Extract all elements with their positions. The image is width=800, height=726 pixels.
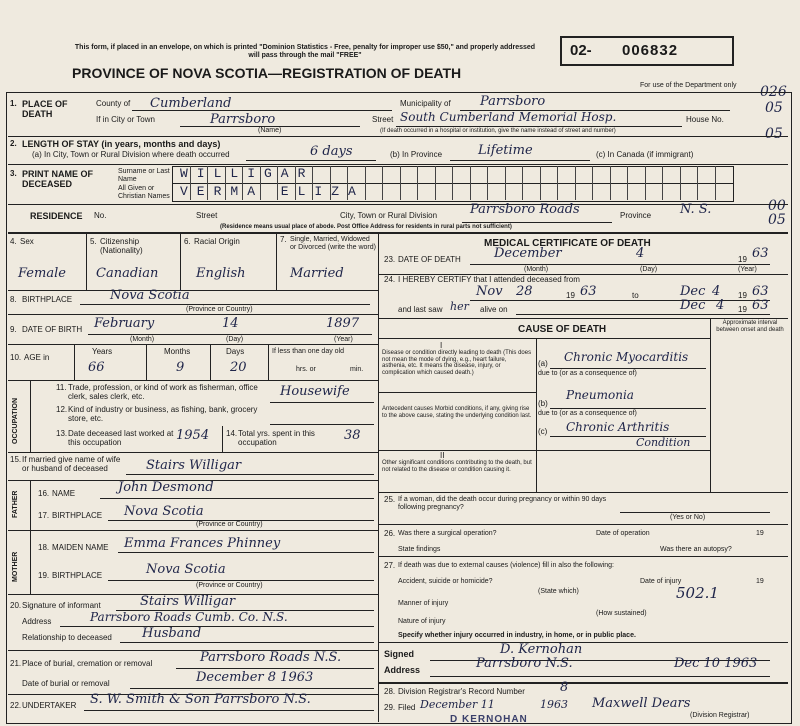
trade-line [270, 402, 374, 403]
street-line [396, 126, 682, 127]
name-grid-divider [400, 166, 401, 200]
given-names-value: VERMA ELIZA [180, 184, 365, 199]
place-of-death-label: PLACE OF DEATH [22, 99, 68, 119]
less-than-day-label: If less than one day old [272, 348, 344, 355]
other-top-line [378, 450, 710, 451]
cause-c-label: (c) [538, 427, 548, 436]
mother-side-label: MOTHER [12, 551, 19, 582]
from-year-prefix: 19 [566, 291, 575, 300]
item-number-20: 20. [10, 601, 22, 610]
state-findings-label: State findings [398, 546, 441, 553]
burial-date-line [130, 688, 374, 689]
item-number-5: 5. [90, 237, 97, 246]
residence-city-value: Parrsboro Roads [470, 202, 580, 217]
mother-side-line [30, 530, 31, 594]
total-years-value: 38 [344, 428, 361, 443]
burial-place-label: Place of burial, cremation or removal [22, 659, 153, 668]
mother-birthplace-value: Nova Scotia [146, 562, 226, 577]
saw-day-value: 4 [716, 298, 725, 313]
to-label: to [632, 291, 639, 300]
divider-r2 [378, 318, 788, 319]
date-of-birth-label: DATE OF BIRTH [22, 325, 83, 334]
dob-month-value: February [94, 316, 155, 331]
trade-label: Trade, profession, or kind of work as fisherman, office clerk, sales clerk, etc. [68, 383, 258, 401]
days-label: Days [226, 347, 245, 356]
item-number-14: 14. [226, 429, 238, 438]
item-number-7: 7. [280, 235, 287, 244]
to-month-value: Dec [680, 284, 706, 299]
item-number-1: 1. [10, 99, 17, 108]
name-grid-divider [470, 166, 471, 200]
code-5: 05 [768, 212, 786, 228]
industry-label: Kind of industry or business, as fishing, bank, grocery store, etc. [68, 405, 258, 423]
stay-a-line [246, 160, 376, 161]
registrar-label: (Division Registrar) [690, 712, 750, 719]
nature-label: Nature of injury [398, 618, 446, 625]
city-town-label: If in City or Town [96, 115, 155, 124]
item-number-24: 24. [384, 275, 396, 284]
residence-province-value: N. S. [680, 202, 712, 217]
marital-value: Married [290, 266, 344, 281]
cause-a-label: (a) [538, 359, 548, 368]
antecedent-label: Antecedent causes Morbid conditions, if any, giving rise to the above cause, stating the underlying condition last. [382, 406, 532, 419]
divider-1 [8, 136, 788, 137]
to-year-prefix: 19 [738, 291, 747, 300]
citizenship-label: Citizenship (Nationality) [100, 237, 143, 255]
divider-l5 [8, 452, 378, 453]
city-value: Parrsboro [210, 112, 276, 127]
item-number-8: 8. [10, 295, 17, 304]
hospital-note: (If death occurred in a hospital or institution, give the name instead of street and number) [380, 128, 616, 134]
name-grid-divider [592, 166, 593, 200]
autopsy-label: Was there an autopsy? [660, 546, 732, 553]
dob-month-note: (Month) [130, 336, 155, 343]
father-name-label: NAME [52, 489, 76, 498]
relationship-label: Relationship to deceased [22, 633, 112, 642]
certify-label: I HEREBY CERTIFY that I attended deceased from [398, 275, 580, 284]
cause-a-value: Chronic Myocarditis [564, 350, 689, 364]
from-year-value: 63 [580, 284, 597, 299]
surname-value: WILLIGAR [180, 166, 315, 181]
item-number-10: 10. [10, 353, 22, 362]
father-side-line [30, 480, 31, 530]
name-grid-divider [575, 166, 576, 200]
cause-a-line [550, 368, 706, 369]
date-of-death-label: DATE OF DEATH [398, 255, 461, 264]
item-number-15: 15. [10, 455, 22, 464]
item-number-28: 28. [384, 687, 396, 696]
name-grid-divider [557, 166, 558, 200]
years-label: Years [92, 347, 113, 356]
mail-notice: This form, if placed in an envelope, on which is printed "Dominion Statistics - Free, penalty for improper use $50," and properly addressed will pass through the mail "FREE" [74, 44, 536, 59]
dod-line [470, 264, 770, 265]
divider-l2 [8, 314, 378, 315]
cause-b-line [550, 408, 706, 409]
residence-note: (Residence means usual place of abode. Post Office Address for residents in rural parts not sufficient) [220, 224, 512, 230]
pregnancy-question: If a woman, did the death occur during pregnancy or within 90 days following pregnancy? [398, 496, 607, 511]
item-number-25: 25. [384, 495, 396, 504]
signature-date-value: Dec 10 1963 [674, 656, 758, 671]
mother-birthplace-note: (Province or Country) [196, 582, 263, 589]
relationship-line [120, 642, 374, 643]
age-col-4 [268, 344, 269, 380]
name-grid-divider [697, 166, 698, 200]
due-to-2: due to (or as a consequence of) [538, 410, 637, 417]
department-use-label: For use of the Department only [640, 82, 737, 89]
col-6-7 [276, 234, 277, 290]
signature-address-label: Address [384, 665, 421, 675]
name-grid-divider [522, 166, 523, 200]
divider-r3 [378, 492, 788, 493]
name-grid-divider [540, 166, 541, 200]
item-number-16: 16. [38, 489, 50, 498]
occ-col [222, 426, 223, 452]
registration-number-box [560, 36, 734, 66]
birthplace-note: (Province or Country) [186, 306, 253, 313]
informant-address-value: Parrsboro Roads Cumb. Co. N.S. [90, 610, 288, 624]
signature-address-value: Parrsboro N.S. [476, 656, 573, 671]
burial-place-line [176, 668, 374, 669]
residence-no-label: No. [94, 211, 107, 220]
residence-city-line [462, 222, 612, 223]
dod-year-note: (Year) [738, 266, 757, 273]
divider-l3 [8, 344, 378, 345]
cause-c-value2: Condition [636, 436, 691, 449]
days-value: 20 [230, 360, 247, 375]
item-number-22: 22. [10, 701, 22, 710]
other-conditions-label: Other significant conditions contributing to the death, but not related to the disease or condition causing it. [382, 460, 532, 473]
external-causes-label: If death was due to external causes (violence) fill in also the following: [398, 562, 614, 569]
op-year-prefix: 19 [756, 530, 764, 537]
undertaker-label: UNDERTAKER [22, 701, 77, 710]
registration-number: 006832 [622, 42, 679, 59]
divider-r4 [378, 524, 788, 525]
marital-label: Single, Married, Widowed or Divorced (write the word) [290, 236, 376, 251]
name-grid-divider [435, 166, 436, 200]
county-label: County of [96, 99, 131, 108]
age-col-3 [210, 344, 211, 380]
name-grid-divider [417, 166, 418, 200]
item-number-17: 17. [38, 511, 50, 520]
item-number-9: 9. [10, 325, 17, 334]
age-col-1 [74, 344, 75, 380]
divider-l7 [8, 530, 378, 531]
relationship-value: Husband [142, 626, 202, 641]
filed-value: December 11 [420, 698, 495, 711]
name-grid-divider [452, 166, 453, 200]
stay-c-label: (c) In Canada (if immigrant) [596, 150, 694, 159]
residence-label: RESIDENCE [30, 211, 83, 221]
informant-address-line [60, 626, 374, 627]
item-number-18: 18. [38, 543, 50, 552]
divider-3 [8, 204, 788, 205]
name-grid-divider [662, 166, 663, 200]
stay-b-label: (b) In Province [390, 150, 443, 159]
father-birthplace-value: Nova Scotia [124, 504, 204, 519]
min-label: min. [350, 366, 364, 373]
father-birthplace-note: (Province or Country) [196, 521, 263, 528]
roman-two: II [440, 451, 445, 460]
divider-l1 [8, 290, 378, 291]
mother-birthplace-label: BIRTHPLACE [52, 571, 103, 580]
item-number-2: 2. [10, 139, 17, 148]
father-side-label: FATHER [12, 490, 19, 518]
occupation-side-line [30, 380, 31, 452]
how-sustained-note: (How sustained) [596, 610, 647, 617]
stay-b-value: Lifetime [478, 143, 533, 158]
certify-line [470, 300, 770, 301]
accident-label: Accident, suicide or homicide? [398, 578, 493, 585]
date-of-injury-label: Date of injury [640, 578, 682, 585]
print-name-label: PRINT NAME OF DECEASED [22, 169, 93, 189]
last-worked-value: 1954 [176, 428, 210, 443]
antecedent-top-line [378, 392, 536, 393]
registrar-value: Maxwell Dears [592, 696, 691, 711]
code-4: 00 [768, 198, 786, 214]
divider-l4 [8, 380, 378, 381]
saw-year-prefix: 19 [738, 305, 747, 314]
racial-origin-label: Racial Origin [194, 237, 240, 246]
stay-a-label: (a) In City, Town or Rural Division where death occurred [32, 150, 230, 159]
informant-signature-value: Stairs Willigar [140, 594, 236, 609]
municipality-label: Municipality of [400, 99, 451, 108]
name-grid-divider [505, 166, 506, 200]
hrs-label: hrs. or [296, 366, 316, 373]
months-value: 9 [176, 360, 185, 375]
residence-street-label: Street [196, 211, 218, 220]
stay-b-line [450, 160, 590, 161]
house-no-label: House No. [686, 115, 724, 124]
item-number-3: 3. [10, 169, 17, 178]
birthplace-line [80, 304, 370, 305]
interval-label: Approximate interval between onset and death [716, 320, 784, 333]
cause-title-line [378, 338, 710, 339]
dod-day-note: (Day) [640, 266, 658, 273]
street-label: Street [372, 115, 394, 124]
burial-place-value: Parrsboro Roads N.S. [200, 650, 342, 665]
name-grid-divider [645, 166, 646, 200]
col-4-5 [86, 234, 87, 290]
name-grid-divider [382, 166, 383, 200]
disease-label: Disease or condition directly leading to death (This does not mean the mode of dying, e.g., heart failure, asthenia, etc. It means the disease, injury, or complication which caused death.) [382, 350, 532, 376]
item-number-11: 11. [56, 383, 67, 392]
given-names-label: All Given or Christian Names [118, 185, 170, 200]
informant-address-label: Address [22, 617, 52, 626]
undertaker-value: S. W. Smith & Son Parrsboro N.S. [90, 692, 311, 707]
interval-column-line [710, 318, 711, 492]
father-name-value: John Desmond [118, 480, 214, 495]
to-year-value: 63 [752, 284, 769, 299]
dod-year-value: 63 [752, 246, 769, 261]
divider-r7 [378, 682, 788, 684]
total-years-label: Total yrs. spent in this occupation [238, 429, 315, 447]
surgery-question: Was there a surgical operation? [398, 530, 497, 537]
from-day-value: 28 [516, 284, 533, 299]
trade-value: Housewife [280, 384, 350, 399]
mother-birthplace-line [108, 580, 374, 581]
manner-label: Manner of injury [398, 600, 449, 607]
occupation-side-label: OCCUPATION [12, 397, 19, 444]
saw-year-value: 63 [752, 298, 769, 313]
form-title: PROVINCE OF NOVA SCOTIA—REGISTRATION OF DEATH [72, 65, 462, 81]
name-grid-divider [715, 166, 716, 200]
signed-value: D. Kernohan [500, 642, 583, 657]
age-col-2 [146, 344, 147, 380]
pregnancy-line [620, 512, 770, 513]
divider-2 [8, 164, 788, 165]
dob-line [88, 334, 372, 335]
alive-line [516, 314, 770, 315]
medical-certificate-title: MEDICAL CERTIFICATE OF DEATH [484, 238, 651, 249]
years-value: 66 [88, 360, 105, 375]
code-value: 502.1 [676, 584, 719, 602]
yes-no-note: (Yes or No) [670, 514, 706, 521]
cause-inner-line [536, 338, 537, 492]
officer-stamp: D KERNOHAN [450, 714, 528, 725]
signature-address-line [430, 676, 770, 677]
residence-province-label: Province [620, 211, 652, 220]
dod-month-note: (Month) [524, 266, 549, 273]
sex-label: Sex [20, 237, 34, 246]
saw-month-value: Dec [680, 298, 706, 313]
item-number-13: 13. [56, 429, 68, 438]
from-month-value: Nov [476, 284, 503, 299]
col-5-6 [180, 234, 181, 290]
item-number-26: 26. [384, 529, 396, 538]
citizenship-value: Canadian [96, 266, 159, 281]
dob-year-value: 1897 [326, 316, 360, 331]
county-value: Cumberland [150, 96, 232, 111]
code-2: 05 [765, 100, 783, 116]
center-divider [378, 232, 379, 722]
divider-r5 [378, 556, 788, 557]
due-to-1: due to (or as a consequence of) [538, 370, 637, 377]
cause-b-label: (b) [538, 399, 548, 408]
industry-line [270, 424, 374, 425]
dob-day-value: 14 [222, 316, 239, 331]
street-value: South Cumberland Memorial Hosp. [400, 110, 617, 124]
injury-year-prefix: 19 [756, 578, 764, 585]
dod-month-value: December [494, 246, 562, 261]
item-number-12: 12. [56, 405, 68, 414]
alive-on-label: alive on [480, 305, 508, 314]
spouse-label: If married give name of wife or husband of deceased [22, 455, 121, 473]
item-number-4: 4. [10, 237, 17, 246]
item-number-21: 21. [10, 659, 22, 668]
dod-year-prefix: 19 [738, 255, 747, 264]
father-name-line [100, 498, 374, 499]
record-number-label: Division Registrar's Record Number [398, 687, 525, 696]
burial-date-value: December 8 1963 [196, 670, 314, 685]
spouse-value: Stairs Willigar [146, 458, 242, 473]
item-number-23: 23. [384, 255, 396, 264]
name-grid-divider [487, 166, 488, 200]
item-number-29: 29. [384, 703, 396, 712]
item-number-19: 19. [38, 571, 50, 580]
name-grid-divider [680, 166, 681, 200]
dod-day-value: 4 [636, 246, 645, 261]
roman-one: I [440, 341, 443, 350]
sex-value: Female [18, 266, 66, 281]
birthplace-label: BIRTHPLACE [22, 295, 73, 304]
father-birthplace-label: BIRTHPLACE [52, 511, 103, 520]
divider-4 [8, 232, 788, 234]
stay-a-value: 6 days [310, 144, 353, 159]
burial-date-label: Date of burial or removal [22, 679, 110, 688]
divider-r6 [378, 642, 788, 643]
to-day-value: 4 [712, 284, 721, 299]
record-number-value: 8 [560, 680, 569, 695]
residence-city-label: City, Town or Rural Division [340, 211, 438, 220]
spouse-line [126, 474, 374, 475]
filed-year-value: 1963 [540, 698, 568, 711]
months-label: Months [164, 347, 191, 356]
dob-day-note: (Day) [226, 336, 244, 343]
cause-b-value: Pneumonia [566, 388, 634, 402]
cause-of-death-title: CAUSE OF DEATH [518, 324, 607, 335]
last-saw-her: her [450, 300, 469, 313]
item-number-6: 6. [184, 237, 191, 246]
code-1: 026 [760, 84, 787, 100]
name-note: (Name) [258, 127, 282, 134]
undertaker-line [84, 710, 374, 711]
item-number-27: 27. [384, 561, 396, 570]
birthplace-value: Nova Scotia [110, 288, 190, 303]
mother-maiden-value: Emma Frances Phinney [124, 536, 281, 551]
signed-label: Signed [384, 649, 415, 659]
surname-label: Surname or Last Name [118, 168, 170, 183]
code-3: 05 [765, 126, 783, 142]
registration-prefix: 02- [570, 42, 592, 59]
racial-origin-value: English [196, 266, 246, 281]
filed-label: Filed [398, 703, 416, 712]
dob-year-note: (Year) [334, 336, 353, 343]
age-label: AGE in [24, 353, 50, 362]
informant-signature-label: Signature of informant [22, 601, 101, 610]
specify-label: Specify whether injury occurred in industry, in home, or in public place. [398, 632, 636, 639]
length-of-stay-label: LENGTH OF STAY (in years, months and days) [22, 139, 221, 149]
cause-c-value: Chronic Arthritis [566, 420, 670, 434]
last-saw-label: and last saw [398, 305, 443, 314]
name-grid-divider [627, 166, 628, 200]
last-worked-label: Date deceased last worked at this occupation [68, 429, 174, 447]
name-grid-divider [610, 166, 611, 200]
state-which-note: (State which) [538, 588, 579, 595]
mother-maiden-label: MAIDEN NAME [52, 543, 109, 552]
mother-maiden-line [118, 552, 374, 553]
municipality-value: Parrsboro [480, 94, 546, 109]
date-of-operation-label: Date of operation [596, 530, 650, 537]
